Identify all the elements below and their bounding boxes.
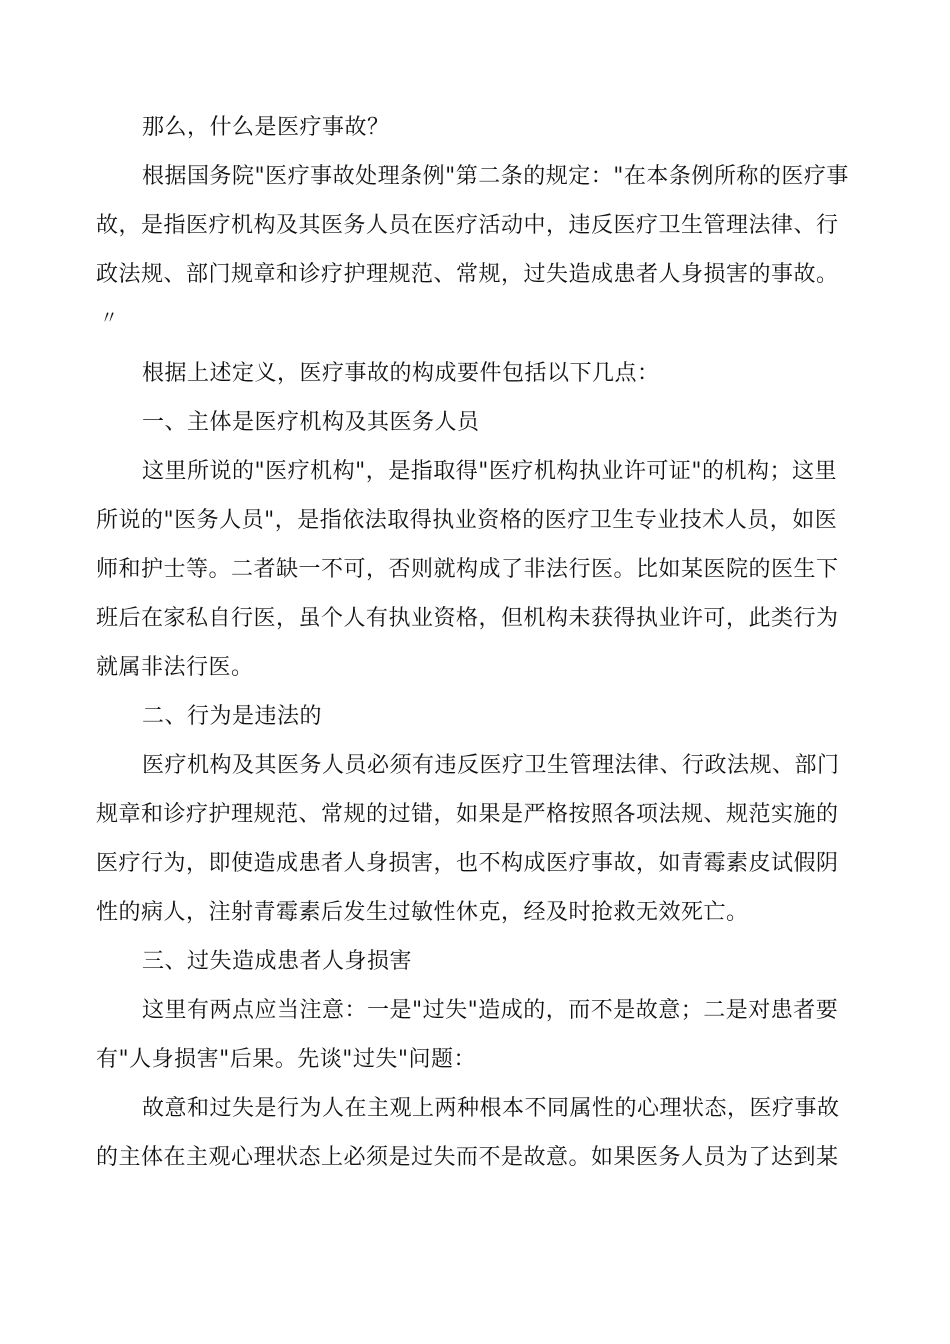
heading-subject	[96, 398, 856, 447]
paragraph-regulation-quote	[96, 152, 856, 299]
text-line: 二、行为是违法的	[142, 704, 323, 729]
text-line: 规章和诊疗护理规范、常规的过错，如果是严格按照各项法规、规范实施的	[96, 802, 839, 827]
text-line: 这里有两点应当注意：一是"过失"造成的，而不是故意；二是对患者要	[142, 998, 839, 1023]
text-line: 所说的"医务人员"，是指依法取得执业资格的医疗卫生专业技术人员，如医	[96, 508, 838, 533]
text-line: 有"人身损害"后果。先谈"过失"问题：	[96, 1047, 476, 1072]
text-line: 政法规、部门规章和诊疗护理规范、常规，过失造成患者人身损害的事故。	[96, 262, 839, 287]
text-line: 的主体在主观心理状态上必须是过失而不是故意。如果医务人员为了达到某	[96, 1145, 839, 1170]
closing-quote-mark: 〃	[100, 308, 118, 329]
text-line: 师和护士等。二者缺一不可，否则就构成了非法行医。比如某医院的医生下	[96, 557, 839, 582]
text-line: 一、主体是医疗机构及其医务人员	[142, 410, 480, 435]
text-line: 这里所说的"医疗机构"，是指取得"医疗机构执业许可证"的机构；这里	[142, 459, 837, 484]
paragraph-intent-vs-negligence	[96, 1084, 856, 1182]
text-line: 性的病人，注射青霉素后发生过敏性休克，经及时抢救无效死亡。	[96, 900, 749, 925]
text-line: 那么，什么是医疗事故？	[142, 115, 390, 140]
paragraph-two-points	[96, 986, 856, 1084]
paragraph-question	[96, 103, 856, 152]
heading-illegal-act	[96, 692, 856, 741]
text-line: 根据上述定义，医疗事故的构成要件包括以下几点：	[142, 361, 660, 386]
text-line: 班后在家私自行医，虽个人有执业资格，但机构未获得执业许可，此类行为	[96, 606, 839, 631]
paragraph-subject-detail	[96, 447, 856, 692]
text-line: 医疗机构及其医务人员必须有违反医疗卫生管理法律、行政法规、部门	[142, 753, 840, 778]
paragraph-elements-intro	[96, 349, 856, 398]
paragraph-illegal-act-detail	[96, 741, 856, 937]
text-line: 故意和过失是行为人在主观上两种根本不同属性的心理状态，医疗事故	[142, 1096, 840, 1121]
text-line: 就属非法行医。	[96, 655, 254, 680]
text-line: 医疗行为，即使造成患者人身损害，也不构成医疗事故，如青霉素皮试假阴	[96, 851, 839, 876]
text-line: 三、过失造成患者人身损害	[142, 949, 413, 974]
text-line: 根据国务院"医疗事故处理条例"第二条的规定："在本条例所称的医疗事	[142, 164, 849, 189]
heading-negligence	[96, 937, 856, 986]
text-line: 故，是指医疗机构及其医务人员在医疗活动中，违反医疗卫生管理法律、行	[96, 213, 839, 238]
